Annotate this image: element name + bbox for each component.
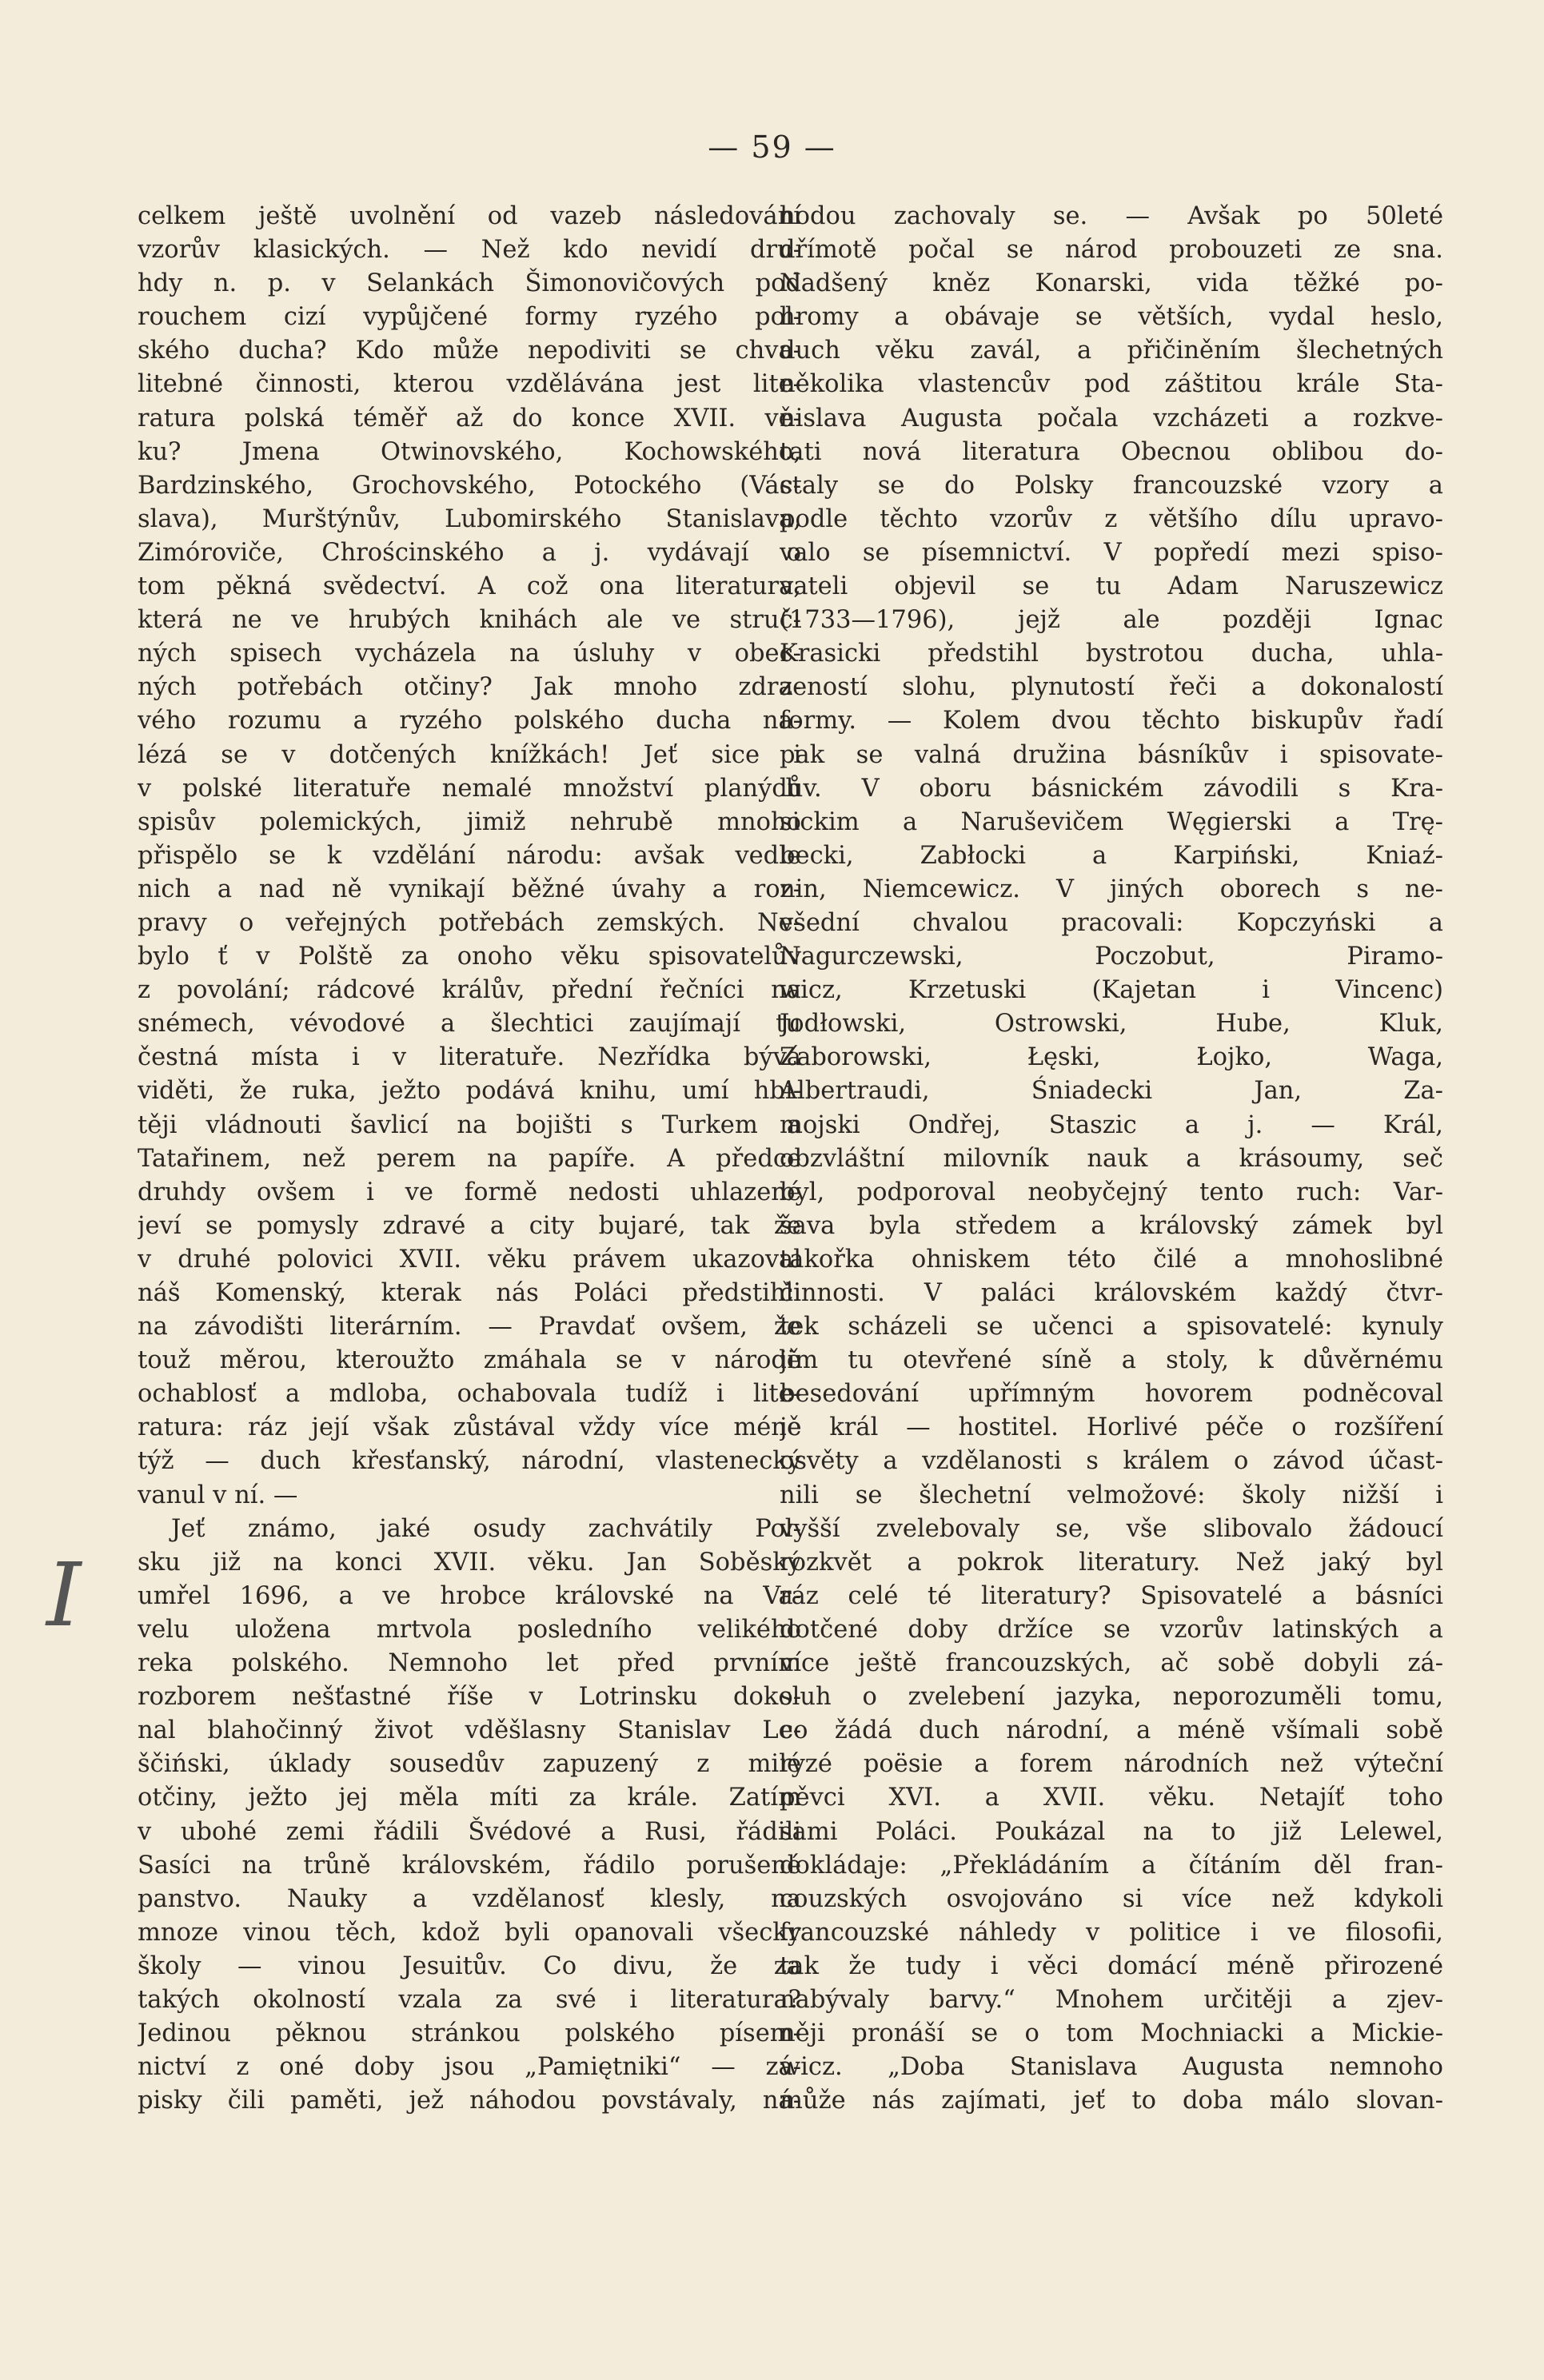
- text-line: sku již na konci XVII. věku. Jan Soběský: [138, 1548, 801, 1577]
- text-line: spisův polemických, jimiž nehrubě mnoho: [138, 807, 801, 836]
- margin-pencil-mark: I: [46, 1544, 82, 1646]
- text-line: dřímotě počal se národ probouzeti ze sna.: [780, 236, 1443, 265]
- text-line: becki, Zabłocki a Karpiński, Kniaź-: [780, 841, 1443, 870]
- text-line: Zimóroviče, Chrościnského a j. vydávají o: [138, 538, 801, 567]
- text-line: bylo ť v Polště za onoho věku spisovatelův: [138, 943, 801, 971]
- text-line: vanul v ní. —: [138, 1481, 298, 1509]
- text-line: Bardzinského, Grochovského, Potockého (Vác-: [138, 471, 801, 500]
- text-line: Nadšený kněz Konarski, vida těžké po-: [780, 269, 1443, 298]
- text-line: v druhé polovici XVII. věku právem ukazoval: [138, 1245, 801, 1274]
- text-line: dotčené doby držíce se vzorův latinských a: [780, 1615, 1443, 1644]
- text-line: panstvo. Nauky a vzdělanosť klesly, na: [138, 1884, 801, 1913]
- text-line: v polské literatuře nemalé množství planých: [138, 774, 801, 803]
- text-line: přispělo se k vzdělání národu: avšak vedle: [138, 841, 801, 870]
- text-line: na závodišti literárním. — Pravdať ovšem, že: [138, 1313, 801, 1341]
- text-line: wicz, Krzetuski (Kajetan i Vincenc): [780, 976, 1443, 1005]
- text-line: Albertraudi, Śniadecki Jan, Za-: [780, 1077, 1443, 1106]
- text-line: hromy a obávaje se větších, vydal heslo,: [780, 303, 1443, 332]
- text-line: pisky čili paměti, jež náhodou povstávaly, ná-: [138, 2087, 801, 2115]
- text-line: druhdy ovšem i ve formě nedosti uhlazené: [138, 1178, 801, 1206]
- text-line: duch věku zavál, a přičiněním šlechetných: [780, 337, 1443, 365]
- text-line: rouchem cizí vypůjčené formy ryzého pol-: [138, 303, 801, 332]
- text-line: nal blahočinný život vděšlasny Stanislav Le-: [138, 1716, 801, 1745]
- text-line: velu uložena mrtvola posledního velikého: [138, 1615, 801, 1644]
- text-line: ščiński, úklady sousedův zapuzený z milé: [138, 1750, 801, 1779]
- text-line: školy — vinou Jesuitův. Co divu, že za: [138, 1951, 801, 1980]
- text-line: těji vládnouti šavlicí na bojišti s Turkem a: [138, 1110, 801, 1139]
- text-line: jim tu otevřené síně a stoly, k důvěrnému: [780, 1346, 1443, 1375]
- text-line: umřel 1696, a ve hrobce královské na Va-: [138, 1581, 801, 1610]
- text-line: tek scházeli se učenci a spisovatelé: kynuly: [780, 1313, 1443, 1341]
- text-line: ochablosť a mdloba, ochabovala tudíž i lite-: [138, 1380, 801, 1409]
- text-line: pravy o veřejných potřebách zemských. Ne-: [138, 908, 801, 937]
- text-line: ných spisech vycházela na úsluhy v obec-: [138, 640, 801, 668]
- text-line: více ještě francouzských, ač sobě dobyli zá-: [780, 1649, 1443, 1678]
- page-number: — 59 —: [708, 130, 836, 165]
- text-line: nabývaly barvy.“ Mnohem určitěji a zjev-: [780, 1985, 1443, 2014]
- text-line: slava), Murštýnův, Lubomirského Stanislava,: [138, 504, 801, 533]
- text-line: formy. — Kolem dvou těchto biskupův řadí: [780, 707, 1443, 736]
- text-line: nili se šlechetní velmožové: školy nižší i: [780, 1481, 1443, 1509]
- text-line: vyšší zvelebovaly se, vše slibovalo žádoucí: [780, 1514, 1443, 1543]
- text-line: osvěty a vzdělanosti s králem o závod účast-: [780, 1447, 1443, 1476]
- text-line: mnoze vinou těch, kdož byli opanovali všecky: [138, 1918, 801, 1947]
- text-line: sickim a Naruševičem Węgierski a Trę-: [780, 807, 1443, 836]
- text-line: rozborem nešťastné říše v Lotrinsku doko-: [138, 1683, 801, 1712]
- text-line: hodou zachovaly se. — Avšak po 50leté: [780, 202, 1443, 230]
- text-line: náš Komenský, kterak nás Poláci předstihli: [138, 1279, 801, 1307]
- text-line: viděti, že ruka, ježto podává knihu, umí hbi-: [138, 1077, 801, 1106]
- left-text-column: [138, 200, 801, 2118]
- text-line: sluh o zvelebení jazyka, neporozuměli tomu,: [780, 1683, 1443, 1712]
- text-line: Jedinou pěknou stránkou polského písem-: [138, 2019, 801, 2048]
- text-line: nin, Niemcewicz. V jiných oborech s ne-: [780, 875, 1443, 903]
- text-line: Tatařinem, než perem na papíře. A předce: [138, 1144, 801, 1173]
- text-line: může nás zajímati, jeť to doba málo slovan-: [780, 2087, 1443, 2115]
- text-line: obzvláštní milovník nauk a krásoumy, seč: [780, 1144, 1443, 1173]
- text-line: Nagurczewski, Poczobut, Piramo-: [780, 943, 1443, 971]
- text-line: takých okolností vzala za své i literatura?: [138, 1985, 801, 2014]
- text-line: rozkvět a pokrok literatury. Než jaký byl: [780, 1548, 1443, 1577]
- text-line: staly se do Polsky francouzské vzory a: [780, 471, 1443, 500]
- text-line: pěvci XVI. a XVII. věku. Netajíť toho: [780, 1784, 1443, 1812]
- text-line: ku? Jmena Otwinovského, Kochowského,: [138, 437, 801, 466]
- text-line: couzských osvojováno si více než kdykoli: [780, 1884, 1443, 1913]
- text-line: lův. V oboru básnickém závodili s Kra-: [780, 774, 1443, 803]
- text-line: je král — hostitel. Horlivé péče o rozšíření: [780, 1413, 1443, 1442]
- text-line: která ne ve hrubých knihách ale ve struč-: [138, 606, 801, 635]
- text-line: všední chvalou pracovali: Kopczyński a: [780, 908, 1443, 937]
- text-line: touž měrou, kteroužto zmáhala se v národě: [138, 1346, 801, 1375]
- text-line: tati nová literatura Obecnou oblibou do-: [780, 437, 1443, 466]
- text-line: dokládaje: „Překládáním a čítáním děl fran-: [780, 1851, 1443, 1880]
- text-line: Sasíci na trůně královském, řádilo porušené: [138, 1851, 801, 1880]
- text-line: nislava Augusta počala vzcházeti a rozkve-: [780, 404, 1443, 433]
- text-line: tak že tudy i věci domácí méně přirozené: [780, 1951, 1443, 1980]
- text-line: reka polského. Nemnoho let před prvním: [138, 1649, 801, 1678]
- text-line: tom pěkná svědectví. A což ona literatura,: [138, 572, 801, 601]
- text-line: ných potřebách otčiny? Jak mnoho zdra-: [138, 673, 801, 702]
- text-line: byl, podporoval neobyčejný tento ruch: Var-: [780, 1178, 1443, 1206]
- text-line: pak se valná družina básníkův i spisovate-: [780, 740, 1443, 769]
- text-line: Krasicki předstihl bystrotou ducha, uhla-: [780, 640, 1443, 668]
- text-line: francouzské náhledy v politice i ve filosofii,: [780, 1918, 1443, 1947]
- text-line: celkem ještě uvolnění od vazeb následování: [138, 202, 801, 230]
- text-line: Jodłowski, Ostrowski, Hube, Kluk,: [780, 1010, 1443, 1039]
- text-line: hdy n. p. v Selankách Šimonovičových pod: [138, 269, 801, 298]
- text-line: sami Poláci. Poukázal na to již Lelewel,: [780, 1817, 1443, 1846]
- text-line: lézá se v dotčených knížkách! Jeť sice i: [138, 740, 801, 769]
- text-line: něji pronáší se o tom Mochniacki a Mickie-: [780, 2019, 1443, 2048]
- text-line: vého rozumu a ryzého polského ducha na-: [138, 707, 801, 736]
- text-line: ratura: ráz její však zůstával vždy více méně: [138, 1413, 801, 1442]
- text-line: snémech, vévodové a šlechtici zaujímají tu: [138, 1010, 801, 1039]
- text-line: (1733—1796), jejž ale později Ignac: [780, 606, 1443, 635]
- text-line: vateli objevil se tu Adam Naruszewicz: [780, 572, 1443, 601]
- text-line: podle těchto vzorův z většího dílu upravo-: [780, 504, 1443, 533]
- text-line: Zaborowski, Łęski, Łojko, Waga,: [780, 1043, 1443, 1072]
- text-line: ratura polská téměř až do konce XVII. vě-: [138, 404, 801, 433]
- text-line: wicz. „Doba Stanislava Augusta nemnoho: [780, 2053, 1443, 2082]
- text-line: ráz celé té literatury? Spisovatelé a básníci: [780, 1581, 1443, 1610]
- text-line: ryzé poësie a forem národních než výteční: [780, 1750, 1443, 1779]
- text-line: besedování upřímným hovorem podněcoval: [780, 1380, 1443, 1409]
- text-line: čestná místa i v literatuře. Nezřídka bývá: [138, 1043, 801, 1072]
- text-line: zeností slohu, plynutostí řeči a dokonalostí: [780, 673, 1443, 702]
- text-line: činnosti. V paláci královském každý čtvr-: [780, 1279, 1443, 1307]
- text-line: šava byla středem a královský zámek byl: [780, 1211, 1443, 1240]
- text-line: nich a nad ně vynikají běžné úvahy a roz-: [138, 875, 801, 903]
- text-line: několika vlastencův pod záštitou krále Sta-: [780, 370, 1443, 399]
- text-line: takořka ohniskem této čilé a mnohoslibné: [780, 1245, 1443, 1274]
- text-line: v ubohé zemi řádili Švédové a Rusi, řádili: [138, 1817, 801, 1846]
- text-line: mojski Ondřej, Staszic a j. — Král,: [780, 1110, 1443, 1139]
- text-line: týž — duch křesťanský, národní, vlastenecký: [138, 1447, 801, 1476]
- text-line: ského ducha? Kdo může nepodiviti se chva-: [138, 337, 801, 365]
- text-line: Jeť známo, jaké osudy zachvátily Pol-: [171, 1514, 801, 1543]
- text-line: litebné činnosti, kterou vzdělávána jest lite-: [138, 370, 801, 399]
- text-line: otčiny, ježto jej měla míti za krále. Zatím: [138, 1784, 801, 1812]
- text-line: co žádá duch národní, a méně všímali sobě: [780, 1716, 1443, 1745]
- text-line: z povolání; rádcové králův, přední řečníci na: [138, 976, 801, 1005]
- text-line: vzorův klasických. — Než kdo nevidí dru-: [138, 236, 801, 265]
- text-line: jeví se pomysly zdravé a city bujaré, tak že: [138, 1211, 801, 1240]
- right-text-column: [780, 200, 1443, 2118]
- text-line: nictví z oné doby jsou „Pamiętniki“ — zá-: [138, 2053, 801, 2082]
- text-line: valo se písemnictví. V popředí mezi spiso-: [780, 538, 1443, 567]
